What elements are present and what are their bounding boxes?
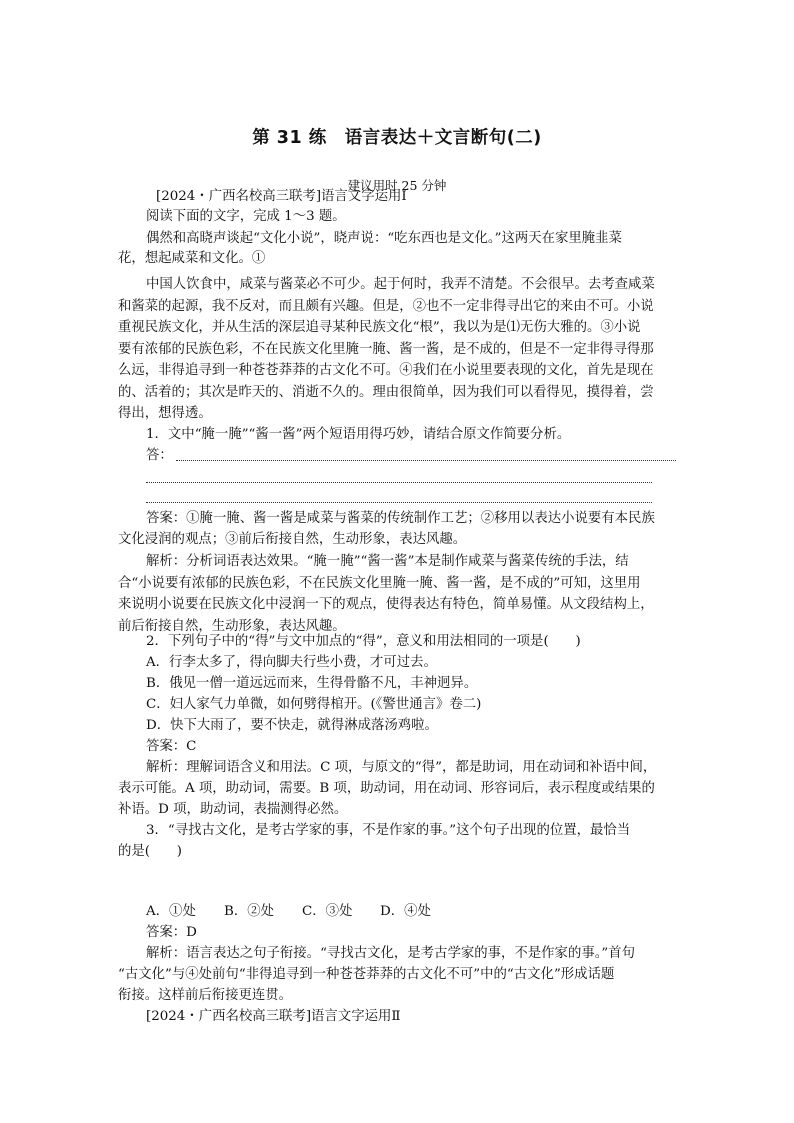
option: D．快下大雨了，要不快走，就得淋成落汤鸡啦。 xyxy=(146,718,438,733)
passage-line: 要有浓郁的民族色彩，不在民族文化里腌一腌、酱一酱，是不成的，但是不一定非得寻得那 xyxy=(118,342,654,357)
analysis-3: 解析：语言表达之句子衔接。“寻找古文化，是考古学家的事，不是作家的事。”首句 xyxy=(146,946,636,961)
analysis-1: 合“小说要有浓郁的民族色彩，不在民族文化里腌一腌、酱一酱，是不成的”可知，这里用 xyxy=(118,576,641,591)
option: A．行李太多了，得向脚夫行些小费，才可过去。 xyxy=(146,655,437,670)
option: C．妇人家气力单微，如何劈得棺开。(《警世通言》卷二) xyxy=(146,697,482,712)
option: D．④处 xyxy=(380,904,431,919)
analysis-1: 解析：分析词语表达效果。“腌一腌”“酱一酱”本是制作咸菜与酱菜传统的手法，结 xyxy=(146,554,629,569)
source-label: [2024・广西名校高三联考]语言文字运用Ⅱ xyxy=(146,1009,401,1024)
passage-line: 得出，想得透。 xyxy=(118,406,212,421)
answer-1: 文化浸润的观点；③前后衔接自然，生动形象，表达风趣。 xyxy=(118,532,467,547)
analysis-1: 来说明小说要在民族文化中浸润一下的观点，使得表达有特色，简单易懂。从文段结构上， xyxy=(118,597,654,612)
page-title: 第 31 练 语言表达＋文言断句(二) xyxy=(252,128,542,148)
option: B．②处 xyxy=(224,904,275,919)
analysis-2: 表示可能。A 项，助动词，需要。B 项，助动词，用在动词、形容词后，表示程度或结果的 xyxy=(118,781,655,796)
analysis-3: “古文化”与④处前句“非得追寻到一种苍苍莽莽的古文化不可”中的“古文化”形成话题 xyxy=(118,967,615,982)
passage-line: 么远，非得追寻到一种苍苍莽莽的古文化不可。④我们在小说里要表现的文化，首先是现在 xyxy=(118,363,654,378)
analysis-3: 衔接。这样前后衔接更连贯。 xyxy=(118,988,293,1003)
answer-3: 答案：D xyxy=(146,925,197,940)
option: A．①处 xyxy=(146,904,196,919)
option: C．③处 xyxy=(302,904,353,919)
question-2: 2．下列句子中的“得”与文中加点的“得”，意义和用法相同的一项是( ) xyxy=(146,634,581,649)
passage-line: 花，想起咸菜和文化。① xyxy=(118,251,266,266)
answer-2: 答案：C xyxy=(146,739,197,754)
answer-line xyxy=(146,482,652,483)
passage-line: 的、活着的；其次是昨天的、消逝不久的。理由很简单，因为我们可以看得见，摸得着，尝 xyxy=(118,385,654,400)
answer-1: 答案：①腌一腌、酱一酱是咸菜与酱菜的传统制作工艺；②移用以表达小说要有本民族 xyxy=(146,511,655,526)
passage-line: 和酱菜的起源，我不反对，而且颇有兴趣。但是，②也不一定非得寻出它的来由不可。小说 xyxy=(118,299,654,314)
passage-line: 重视民族文化，并从生活的深层追寻某种民族文化“根”，我以为是⑴无伤大雅的。③小说 xyxy=(118,320,641,335)
analysis-2: 解析：理解词语含义和用法。C 项，与原文的“得”，都是助词，用在动词和补语中间， xyxy=(146,760,657,775)
suggested-time: 建议用时 25 分钟 xyxy=(347,178,447,193)
answer-line xyxy=(146,502,652,503)
question-1: 1．文中“腌一腌”“酱一酱”两个短语用得巧妙，请结合原文作简要分析。 xyxy=(146,427,571,442)
passage-line: 偶然和高晓声谈起“文化小说”，晓声说：“吃东西也是文化。”这两天在家里腌韭菜 xyxy=(146,231,622,246)
instruction: 阅读下面的文字，完成 1～3 题。 xyxy=(146,209,346,224)
answer-label: 答： xyxy=(146,448,173,463)
answer-line xyxy=(176,460,676,461)
option: B．俄见一僧一道远远而来，生得骨骼不凡，丰神迥异。 xyxy=(146,676,478,691)
passage-line: 中国人饮食中，咸菜与酱菜必不可少。起于何时，我弄不清楚。不会很早。去考查咸菜 xyxy=(146,277,655,292)
source-label: [2024・广西名校高三联考]语言文字运用Ⅰ xyxy=(156,189,407,204)
question-3: 的是( ) xyxy=(118,844,183,859)
analysis-2: 补语。D 项，助动词，表揣测得必然。 xyxy=(118,802,348,817)
analysis-1: 前后衔接自然，生动形象，表达风趣。 xyxy=(118,619,346,634)
question-3: 3．“寻找古文化，是考古学家的事，不是作家的事。”这个句子出现的位置，最恰当 xyxy=(146,823,631,838)
